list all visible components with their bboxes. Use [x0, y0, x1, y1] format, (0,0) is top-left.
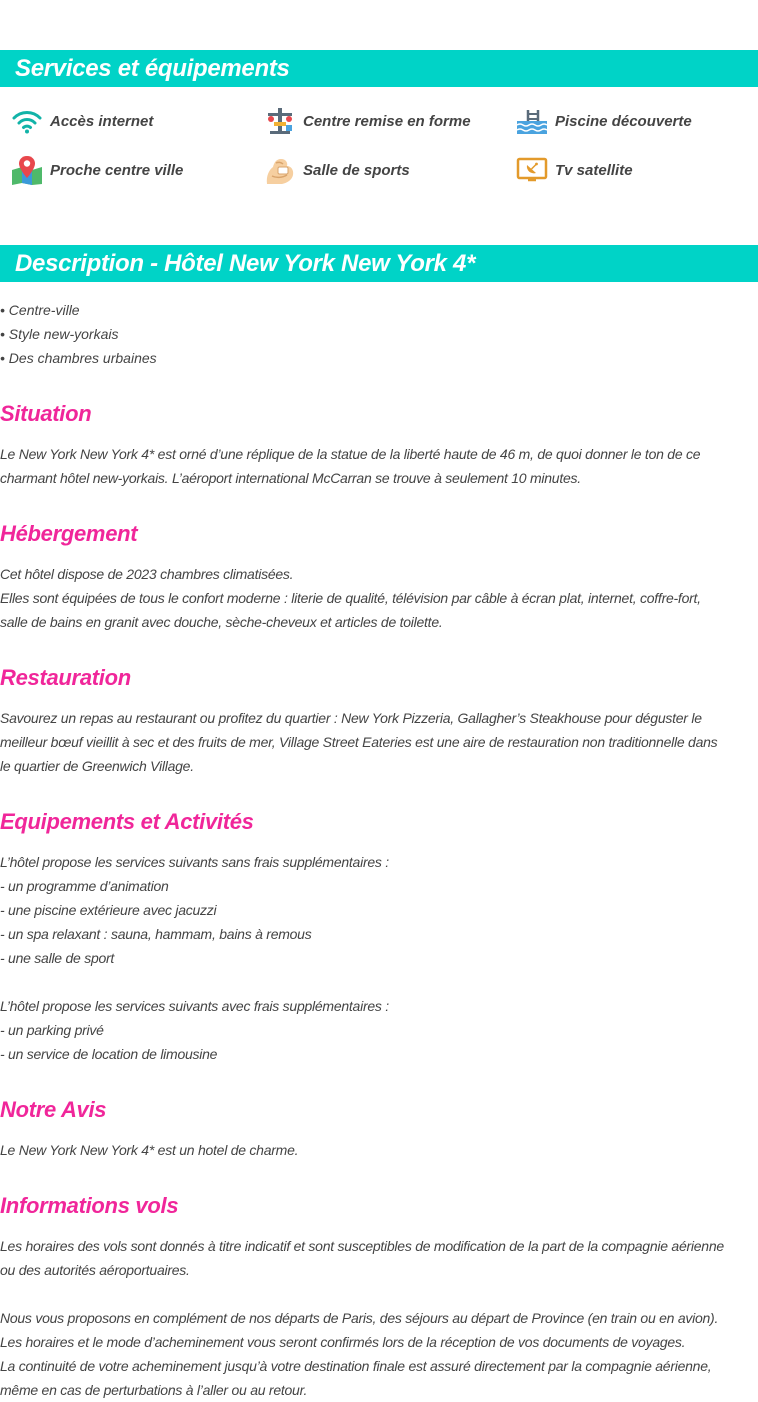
service-label: Centre remise en forme: [303, 112, 471, 130]
text-line: Cet hôtel dispose de 2023 chambres climatisées.: [0, 566, 294, 582]
section-title-equipements: Equipements et Activités: [0, 809, 254, 834]
highlights-list: [0, 298, 157, 370]
text-line: - un programme d’animation: [0, 878, 169, 894]
text-line: - un spa relaxant : sauna, hammam, bains à remous: [0, 926, 312, 942]
services-header: Services et équipements: [0, 50, 758, 87]
text-line: [0, 970, 758, 994]
section-title-vols: Informations vols: [0, 1193, 179, 1218]
text-line: L’hôtel propose les services suivants avec frais supplémentaires :: [0, 998, 389, 1014]
section-title-hebergement: Hébergement: [0, 521, 138, 546]
service-pool: [515, 104, 692, 138]
service-label: Tv satellite: [555, 161, 633, 179]
section-body-hebergement: [0, 562, 758, 634]
service-fitness: [263, 104, 471, 138]
satellite-tv-icon: [515, 153, 549, 187]
section-body-situation: [0, 442, 758, 490]
section-body-restauration: [0, 706, 758, 778]
highlight-item: • Style new-yorkais: [0, 326, 119, 342]
map-pin-icon: [10, 153, 44, 187]
text-line: - un parking privé: [0, 1022, 104, 1038]
service-satellite-tv: [515, 153, 633, 187]
section-body-equipements: [0, 850, 758, 1066]
section-title-situation: Situation: [0, 401, 92, 426]
section-title-avis: Notre Avis: [0, 1097, 107, 1122]
service-label: Salle de sports: [303, 161, 410, 179]
text-line: Les horaires des vols sont donnés à titre indicatif et sont susceptibles de modification de la part de la compagnie aérienne: [0, 1238, 724, 1254]
text-line: La continuité de votre acheminement jusqu’à votre destination finale est assuré directement par la compagnie aérienne,: [0, 1358, 712, 1374]
wifi-icon: [10, 104, 44, 138]
text-line: Savourez un repas au restaurant ou profitez du quartier : New York Pizzeria, Gallagher’s Steakhouse pour déguster le: [0, 710, 702, 726]
text-line: - un service de location de limousine: [0, 1046, 218, 1062]
service-sports: [263, 153, 410, 187]
text-line: Les horaires et le mode d’acheminement vous seront confirmés lors de la réception de vos documents de voyages.: [0, 1334, 686, 1350]
fitness-icon: [263, 104, 297, 138]
text-line: - une piscine extérieure avec jacuzzi: [0, 902, 217, 918]
service-label: Piscine découverte: [555, 112, 692, 130]
service-label: Accès internet: [50, 112, 154, 130]
text-line: [0, 1282, 758, 1306]
section-title-restauration: Restauration: [0, 665, 131, 690]
text-line: L’hôtel propose les services suivants sans frais supplémentaires :: [0, 854, 389, 870]
text-line: - une salle de sport: [0, 950, 115, 966]
text-line: Le New York New York 4* est un hotel de charme.: [0, 1142, 299, 1158]
service-internet: [10, 104, 153, 138]
section-body-vols: [0, 1234, 758, 1402]
text-line: meilleur bœuf vieillit à sec et des fruits de mer, Village Street Eateries est une aire de restauration non traditionnelle dans: [0, 734, 718, 750]
pool-icon: [515, 104, 549, 138]
text-line: charmant hôtel new-yorkais. L’aéroport international McCarran se trouve à seulement 10 minutes.: [0, 470, 581, 486]
description-header: Description - Hôtel New York New York 4*: [0, 245, 758, 282]
text-line: salle de bains en granit avec douche, sèche-cheveux et articles de toilette.: [0, 614, 443, 630]
text-line: ou des autorités aéroportuaires.: [0, 1262, 190, 1278]
highlight-item: • Centre-ville: [0, 302, 80, 318]
text-line: Le New York New York 4* est orné d’une réplique de la statue de la liberté haute de 46 m, de quoi donner le ton de ce: [0, 446, 701, 462]
service-city-center: [10, 153, 183, 187]
section-body-avis: [0, 1138, 758, 1162]
text-line: Elles sont équipées de tous le confort moderne : literie de qualité, télévision par câble à écran plat, internet, coffre-fort,: [0, 590, 701, 606]
text-line: même en cas de perturbations à l’aller ou au retour.: [0, 1382, 308, 1398]
service-label: Proche centre ville: [50, 161, 184, 179]
highlight-item: • Des chambres urbaines: [0, 350, 157, 366]
text-line: Nous vous proposons en complément de nos départs de Paris, des séjours au départ de Province (en train ou en avion).: [0, 1310, 719, 1326]
muscle-icon: [263, 153, 297, 187]
text-line: le quartier de Greenwich Village.: [0, 758, 194, 774]
